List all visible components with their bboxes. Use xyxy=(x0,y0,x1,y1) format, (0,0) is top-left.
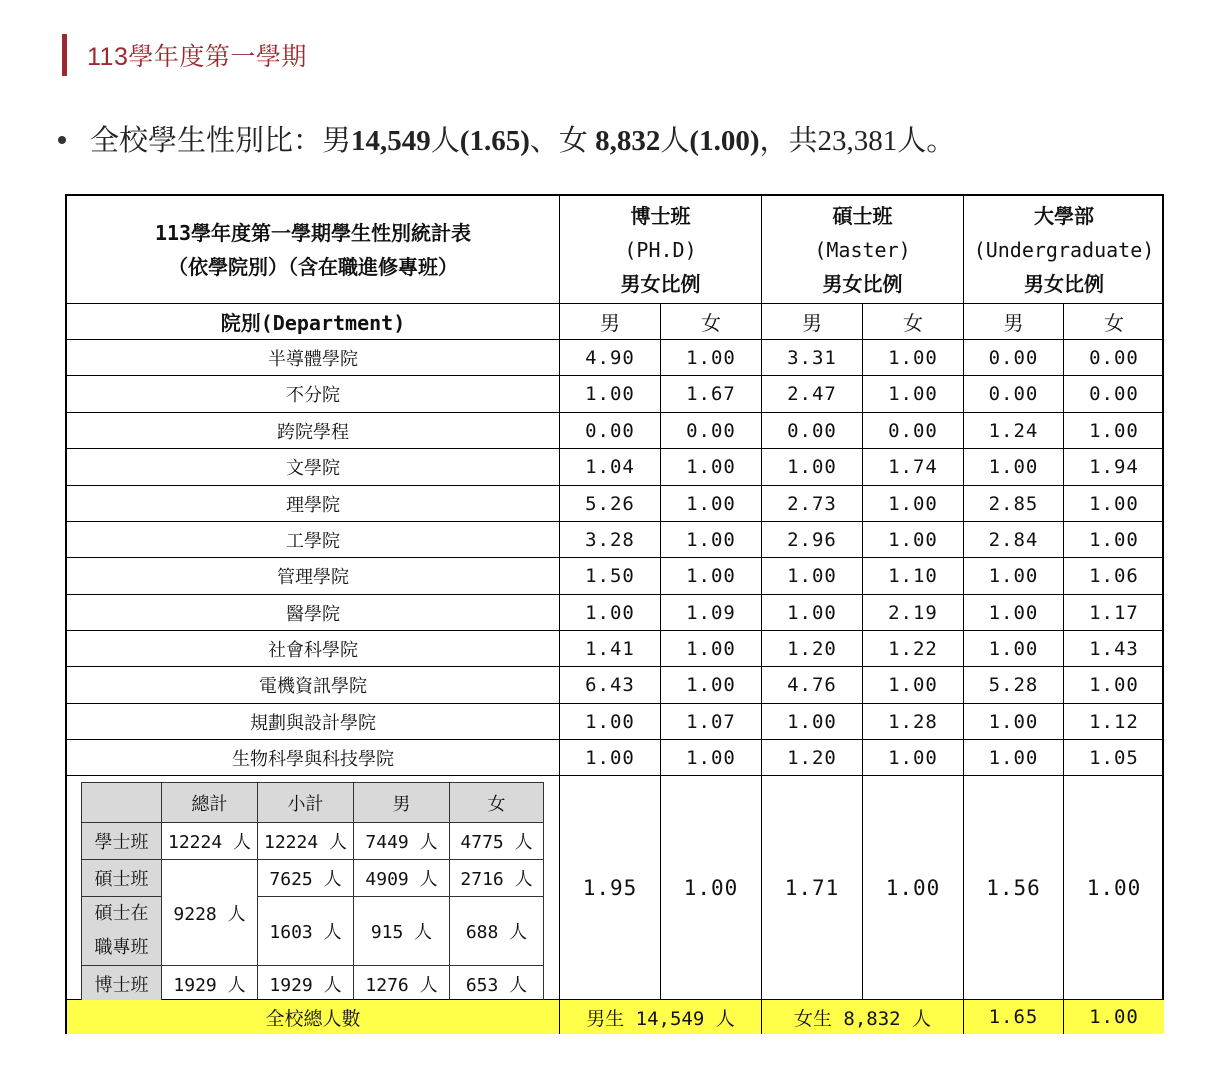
ratio-cell: 1.00 xyxy=(964,704,1064,740)
enrollment-row-label: 博士班 xyxy=(82,966,162,1001)
ratio-cell: 1.00 xyxy=(661,558,762,595)
enrollment-header: 小計 xyxy=(258,783,354,823)
ratio-cell: 0.00 xyxy=(762,413,863,449)
ratio-cell: 1.00 xyxy=(1064,667,1164,704)
table-title-line2: （依學院別）（含在職進修專班） xyxy=(168,254,458,279)
ratio-cell: 2.96 xyxy=(762,522,863,558)
ratio-cell: 5.28 xyxy=(964,667,1064,704)
bullet-icon xyxy=(58,136,66,144)
enrollment-row-label xyxy=(82,897,162,966)
enrollment-corner xyxy=(82,783,162,823)
enrollment-cell: 4775 人 xyxy=(450,823,543,860)
overall-ratio-cell: 1.00 xyxy=(863,776,964,1000)
group-eng: (PH.D) xyxy=(624,237,697,262)
ratio-cell: 1.00 xyxy=(560,376,661,413)
ratio-cell: 4.76 xyxy=(762,667,863,704)
dept-name: 文學院 xyxy=(67,449,560,486)
dept-header: 院別(Department) xyxy=(67,304,560,340)
group-header-phd xyxy=(560,196,762,304)
ratio-cell: 1.00 xyxy=(762,704,863,740)
male-column-header: 男 xyxy=(762,304,863,340)
ratio-cell: 0.00 xyxy=(661,413,762,449)
dept-name: 電機資訊學院 xyxy=(67,667,560,704)
group-name: 博士班 xyxy=(630,203,691,228)
ratio-cell: 0.00 xyxy=(964,340,1064,376)
female-column-header: 女 xyxy=(661,304,762,340)
group-ratio: 男女比例 xyxy=(620,271,701,296)
enrollment-cell: 1276 人 xyxy=(354,966,450,1001)
dept-name: 工學院 xyxy=(67,522,560,558)
summary-prefix: 全校學生性別比： xyxy=(90,125,323,157)
ratio-cell: 1.00 xyxy=(863,522,964,558)
ratio-cell: 1.67 xyxy=(661,376,762,413)
enrollment-row-label: 學士班 xyxy=(82,823,162,860)
group-name: 碩士班 xyxy=(832,203,893,228)
female-column-header: 女 xyxy=(863,304,964,340)
male-column-header: 男 xyxy=(560,304,661,340)
footer-ratio-male: 1.65 xyxy=(964,1000,1064,1034)
ratio-cell: 6.43 xyxy=(560,667,661,704)
enrollment-header: 男 xyxy=(354,783,450,823)
ratio-cell: 1.20 xyxy=(762,740,863,776)
page-heading: 113學年度第一學期 xyxy=(62,34,307,76)
enrollment-header: 總計 xyxy=(162,783,258,823)
ratio-cell: 1.28 xyxy=(863,704,964,740)
female-column-header: 女 xyxy=(1064,304,1164,340)
summary-sep: 、女 xyxy=(529,125,596,157)
ratio-cell: 1.00 xyxy=(560,740,661,776)
ratio-cell: 2.19 xyxy=(863,595,964,631)
overall-ratio-cell: 1.95 xyxy=(560,776,661,1000)
dept-name: 規劃與設計學院 xyxy=(67,704,560,740)
table-title xyxy=(67,196,560,304)
ratio-cell: 1.00 xyxy=(1064,486,1164,522)
overall-ratio-cell: 1.00 xyxy=(661,776,762,1000)
label-line: 碩士在 xyxy=(94,903,149,924)
enrollment-cell: 2716 人 xyxy=(450,860,543,897)
ratio-cell: 1.00 xyxy=(964,595,1064,631)
ratio-cell: 3.31 xyxy=(762,340,863,376)
gender-ratio-summary xyxy=(58,118,955,159)
ratio-cell: 0.00 xyxy=(1064,340,1164,376)
ratio-cell: 1.43 xyxy=(1064,631,1164,667)
dept-name: 管理學院 xyxy=(67,558,560,595)
dept-name: 半導體學院 xyxy=(67,340,560,376)
ratio-cell: 1.00 xyxy=(661,340,762,376)
enrollment-cell: 1929 人 xyxy=(258,966,354,1001)
overall-ratio-cell: 1.71 xyxy=(762,776,863,1000)
ratio-cell: 1.00 xyxy=(863,486,964,522)
ratio-cell: 1.00 xyxy=(863,740,964,776)
ratio-cell: 5.26 xyxy=(560,486,661,522)
footer-male-total: 男生 14,549 人 xyxy=(560,1000,762,1034)
ratio-cell: 1.00 xyxy=(762,595,863,631)
dept-name: 醫學院 xyxy=(67,595,560,631)
ratio-cell: 1.00 xyxy=(964,631,1064,667)
dept-name: 跨院學程 xyxy=(67,413,560,449)
ratio-cell: 1.00 xyxy=(560,704,661,740)
ratio-cell: 1.74 xyxy=(863,449,964,486)
group-header-undergrad xyxy=(964,196,1164,304)
dept-name: 理學院 xyxy=(67,486,560,522)
footer-ratio-female: 1.00 xyxy=(1064,1000,1164,1034)
group-ratio: 男女比例 xyxy=(1024,271,1104,296)
summary-female-ratio: (1.00) xyxy=(689,125,760,157)
enrollment-cell: 7625 人 xyxy=(258,860,354,897)
ratio-cell: 1.05 xyxy=(1064,740,1164,776)
ratio-cell: 1.00 xyxy=(1064,522,1164,558)
ratio-cell: 1.00 xyxy=(964,558,1064,595)
table-title-line1: 113學年度第一學期學生性別統計表 xyxy=(154,220,472,245)
enrollment-cell: 4909 人 xyxy=(354,860,450,897)
ratio-cell: 1.04 xyxy=(560,449,661,486)
group-eng: (Undergraduate) xyxy=(973,237,1155,262)
ratio-cell: 3.28 xyxy=(560,522,661,558)
group-eng: (Master) xyxy=(814,237,911,262)
ratio-cell: 0.00 xyxy=(1064,376,1164,413)
enrollment-cell: 915 人 xyxy=(354,897,450,966)
summary-female-unit: 人 xyxy=(660,125,690,157)
ratio-cell: 1.20 xyxy=(762,631,863,667)
male-column-header: 男 xyxy=(964,304,1064,340)
summary-male-unit: 人 xyxy=(430,125,460,157)
ratio-cell: 2.73 xyxy=(762,486,863,522)
ratio-cell: 1.00 xyxy=(661,740,762,776)
enrollment-cell: 653 人 xyxy=(465,974,528,996)
ratio-cell: 1.41 xyxy=(560,631,661,667)
ratio-cell: 2.47 xyxy=(762,376,863,413)
ratio-cell: 1.00 xyxy=(863,340,964,376)
ratio-cell: 1.00 xyxy=(964,449,1064,486)
enrollment-header: 女 xyxy=(450,783,543,823)
summary-female-count: 8,832 xyxy=(595,125,661,157)
enrollment-cell: 1603 人 xyxy=(258,897,354,966)
ratio-cell: 1.17 xyxy=(1064,595,1164,631)
ratio-cell: 1.00 xyxy=(661,449,762,486)
ratio-cell: 1.00 xyxy=(661,522,762,558)
ratio-cell: 2.85 xyxy=(964,486,1064,522)
ratio-cell: 1.00 xyxy=(661,667,762,704)
ratio-cell: 1.00 xyxy=(863,376,964,413)
enrollment-cell: 688 人 xyxy=(450,897,543,966)
ratio-cell: 0.00 xyxy=(863,413,964,449)
overall-ratio-cell: 1.00 xyxy=(1064,776,1164,1000)
group-name: 大學部 xyxy=(1034,203,1094,228)
enrollment-row-label: 碩士班 xyxy=(82,860,162,897)
ratio-cell: 1.00 xyxy=(863,667,964,704)
footer-label: 全校總人數 xyxy=(67,1000,560,1034)
ratio-cell: 1.07 xyxy=(661,704,762,740)
summary-male-ratio: (1.65) xyxy=(459,125,530,157)
footer-female-total: 女生 8,832 人 xyxy=(762,1000,964,1034)
ratio-cell: 1.00 xyxy=(1064,413,1164,449)
ratio-cell: 1.12 xyxy=(1064,704,1164,740)
group-header-master xyxy=(762,196,964,304)
enrollment-table xyxy=(81,782,544,1002)
ratio-cell: 1.22 xyxy=(863,631,964,667)
ratio-cell: 1.00 xyxy=(560,595,661,631)
enrollment-cell: 12224 人 xyxy=(162,823,258,860)
ratio-cell: 1.09 xyxy=(661,595,762,631)
dept-name: 社會科學院 xyxy=(67,631,560,667)
dept-name: 生物科學與科技學院 xyxy=(67,740,560,776)
ratio-cell: 1.00 xyxy=(661,631,762,667)
ratio-cell: 0.00 xyxy=(964,376,1064,413)
ratio-cell: 1.00 xyxy=(964,740,1064,776)
ratio-cell: 2.84 xyxy=(964,522,1064,558)
ratio-cell: 1.00 xyxy=(762,449,863,486)
ratio-cell: 1.94 xyxy=(1064,449,1164,486)
enrollment-cell: 1929 人 xyxy=(162,966,258,1001)
ratio-cell: 1.06 xyxy=(1064,558,1164,595)
ratio-cell: 1.24 xyxy=(964,413,1064,449)
ratio-cell: 1.50 xyxy=(560,558,661,595)
label-line: 職專班 xyxy=(94,937,149,958)
enrollment-cell: 7449 人 xyxy=(354,823,450,860)
dept-name: 不分院 xyxy=(67,376,560,413)
ratio-cell: 0.00 xyxy=(560,413,661,449)
gender-statistics-table xyxy=(65,194,1164,1034)
ratio-cell: 4.90 xyxy=(560,340,661,376)
summary-total: ，共23,381人。 xyxy=(759,125,956,157)
ratio-cell: 1.10 xyxy=(863,558,964,595)
group-ratio: 男女比例 xyxy=(822,271,903,296)
ratio-cell: 1.00 xyxy=(762,558,863,595)
enrollment-cell: 12224 人 xyxy=(258,823,354,860)
ratio-cell: 1.00 xyxy=(661,486,762,522)
summary-male-label: 男 xyxy=(322,125,352,157)
enrollment-cell: 9228 人 xyxy=(162,860,258,966)
summary-male-count: 14,549 xyxy=(351,125,431,157)
overall-ratio-cell: 1.56 xyxy=(964,776,1064,1000)
